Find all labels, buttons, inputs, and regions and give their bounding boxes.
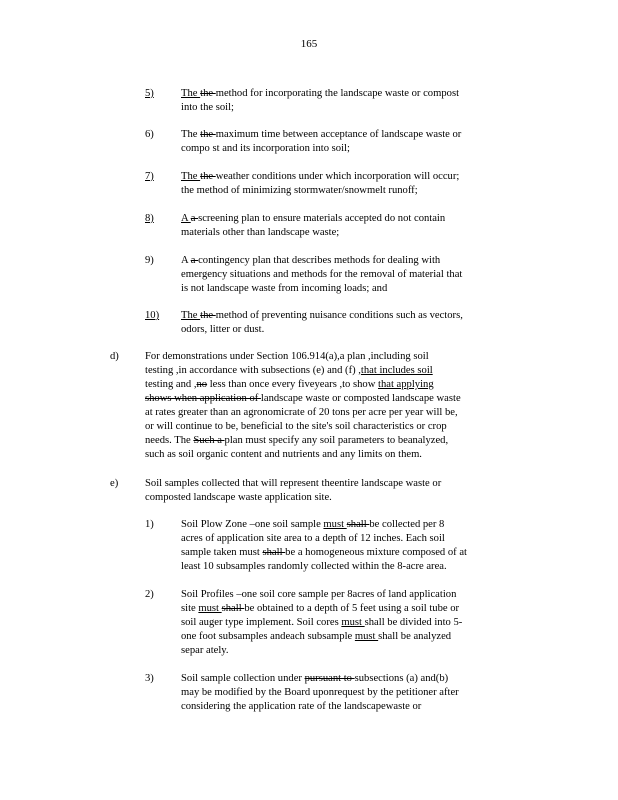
section-d-text — [145, 350, 505, 462]
subitem-1-text — [181, 518, 506, 574]
text-line: soil auger type implement. Soil cores must shall be divided into 5- — [181, 617, 463, 628]
text-line: For demonstrations under Section 106.914(a),a plan ,including soil — [145, 351, 429, 362]
subitem-2-text — [181, 588, 506, 658]
text-line: is not landscape waste from incoming loads; and — [181, 283, 388, 294]
text-line: may be modified by the Board uponrequest by the petitioner after — [181, 687, 459, 698]
item-8-text — [181, 212, 501, 240]
text-line: A a screening plan to ensure materials accepted do not contain — [181, 213, 446, 224]
text-line: site must shall be obtained to a depth of 5 feet using a soil tube or — [181, 603, 460, 614]
text-line: separ ately. — [181, 645, 229, 656]
item-10-text — [181, 309, 501, 337]
subitem-1-label: 1) — [145, 519, 154, 530]
item-8-label: 8) — [145, 213, 154, 224]
item-10-label: 10) — [145, 310, 160, 321]
text-line: into the soil; — [181, 102, 234, 113]
text-line: one foot subsamples andeach subsample must shall be analyzed — [181, 631, 452, 642]
text-line: testing and ,no less than once every fiveyears ,to show that applying — [145, 379, 434, 390]
text-line: Soil Profiles –one soil core sample per 8acres of land application — [181, 589, 457, 600]
section-e-text — [145, 477, 505, 505]
item-7-text — [181, 170, 501, 198]
text-line: Soil Plow Zone –one soil sample must shall be collected per 8 — [181, 519, 445, 530]
text-line: shows when application of landscape waste or composted landscape waste — [145, 393, 461, 404]
subitem-3-text — [181, 672, 506, 714]
text-line: Soil samples collected that will represent theentire landscape waste or — [145, 478, 442, 489]
item-9-label: 9) — [145, 255, 154, 266]
text-line: materials other than landscape waste; — [181, 227, 340, 238]
page-number: 165 — [300, 38, 318, 50]
item-5-label: 5) — [145, 88, 154, 99]
text-line: compo st and its incorporation into soil; — [181, 143, 350, 154]
text-line: The the method of preventing nuisance conditions such as vectors, — [181, 310, 463, 321]
text-line: needs. The Such a plan must specify any soil parameters to beanalyzed, — [145, 435, 449, 446]
item-9-text — [181, 254, 501, 296]
text-line: A a contingency plan that describes methods for dealing with — [181, 255, 441, 266]
subitem-3-label: 3) — [145, 673, 154, 684]
item-6-text — [181, 128, 501, 156]
subitem-2-label: 2) — [145, 589, 154, 600]
text-line: composted landscape waste application site. — [145, 492, 332, 503]
text-line: or will continue to be, beneficial to the site's soil characteristics or crop — [145, 421, 447, 432]
item-5-text — [181, 87, 501, 115]
item-7-label: 7) — [145, 171, 154, 182]
text-line: Soil sample collection under pursuant to subsections (a) and(b) — [181, 673, 449, 684]
item-6-label: 6) — [145, 129, 154, 140]
text-line: considering the application rate of the landscapewaste or — [181, 701, 422, 712]
text-line: acres of application site area to a depth of 12 inches. Each soil — [181, 533, 445, 544]
text-line: least 10 subsamples randomly collected within the 8-acre area. — [181, 561, 447, 572]
text-line: emergency situations and methods for the removal of material that — [181, 269, 463, 280]
text-line: sample taken must shall be a homogeneous mixture composed of at — [181, 547, 467, 558]
text-line: The the maximum time between acceptance of landscape waste or — [181, 129, 462, 140]
section-d-label: d) — [110, 351, 119, 362]
text-line: The the weather conditions under which incorporation will occur; — [181, 171, 460, 182]
text-line: testing ,in accordance with subsections (e) and (f) ,that includes soil — [145, 365, 433, 376]
text-line: such as soil organic content and nutrients and any limits on them. — [145, 449, 422, 460]
section-e-label: e) — [110, 478, 119, 489]
text-line: at rates greater than an agronomicrate of 20 tons per acre per year will be, — [145, 407, 458, 418]
text-line: The the method for incorporating the landscape waste or compost — [181, 88, 460, 99]
text-line: odors, litter or dust. — [181, 324, 265, 335]
text-line: the method of minimizing stormwater/snowmelt runoff; — [181, 185, 418, 196]
